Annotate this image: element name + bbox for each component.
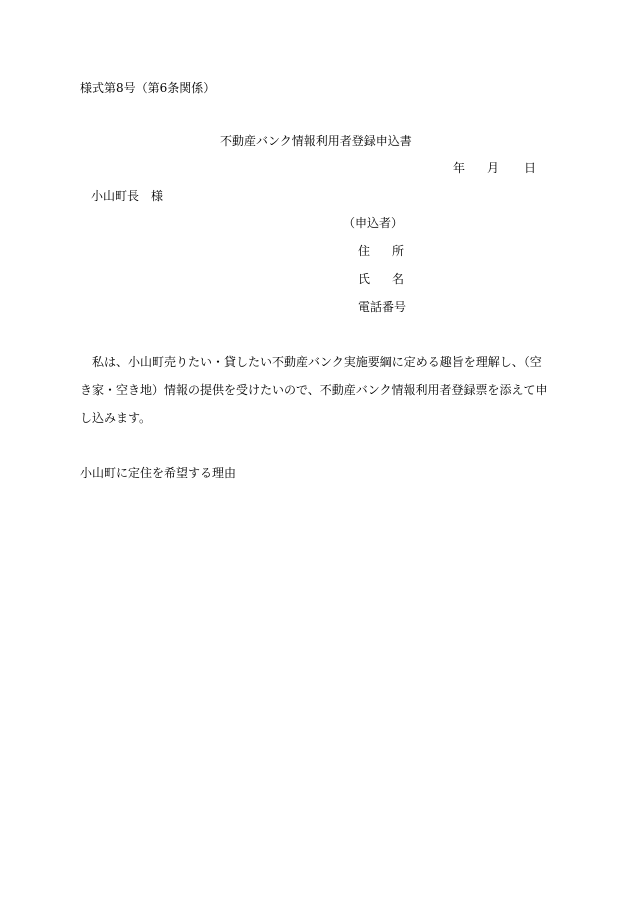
- applicant-phone-label: 電話番号: [358, 300, 407, 314]
- date-year-label: 年: [453, 161, 466, 175]
- form-number: 様式第8号（第6条関係）: [80, 81, 216, 95]
- application-statement: 私は、小山町売りたい・貸したい不動産バンク実施要綱に定める趣旨を理解し、（空き家・空き地）情報の提供を受けたいので、不動産バンク情報利用者登録票を添えて申し込みます。: [80, 355, 548, 425]
- addressee: 小山町長 様: [91, 189, 164, 203]
- date-day-label: 日: [524, 161, 537, 175]
- date-month-label: 月: [487, 161, 500, 175]
- applicant-address-label: [358, 244, 404, 258]
- name-label-part-1: 氏: [358, 272, 371, 286]
- form-title: 不動産バンク情報利用者登録申込書: [220, 134, 412, 148]
- name-label-part-2: 名: [392, 272, 405, 286]
- residence-reason-heading: 小山町に定住を希望する理由: [80, 466, 237, 480]
- address-label-part-1: 住: [358, 244, 371, 258]
- applicant-name-label: [358, 272, 404, 286]
- applicant-heading: （申込者）: [343, 216, 404, 230]
- address-label-part-2: 所: [392, 244, 405, 258]
